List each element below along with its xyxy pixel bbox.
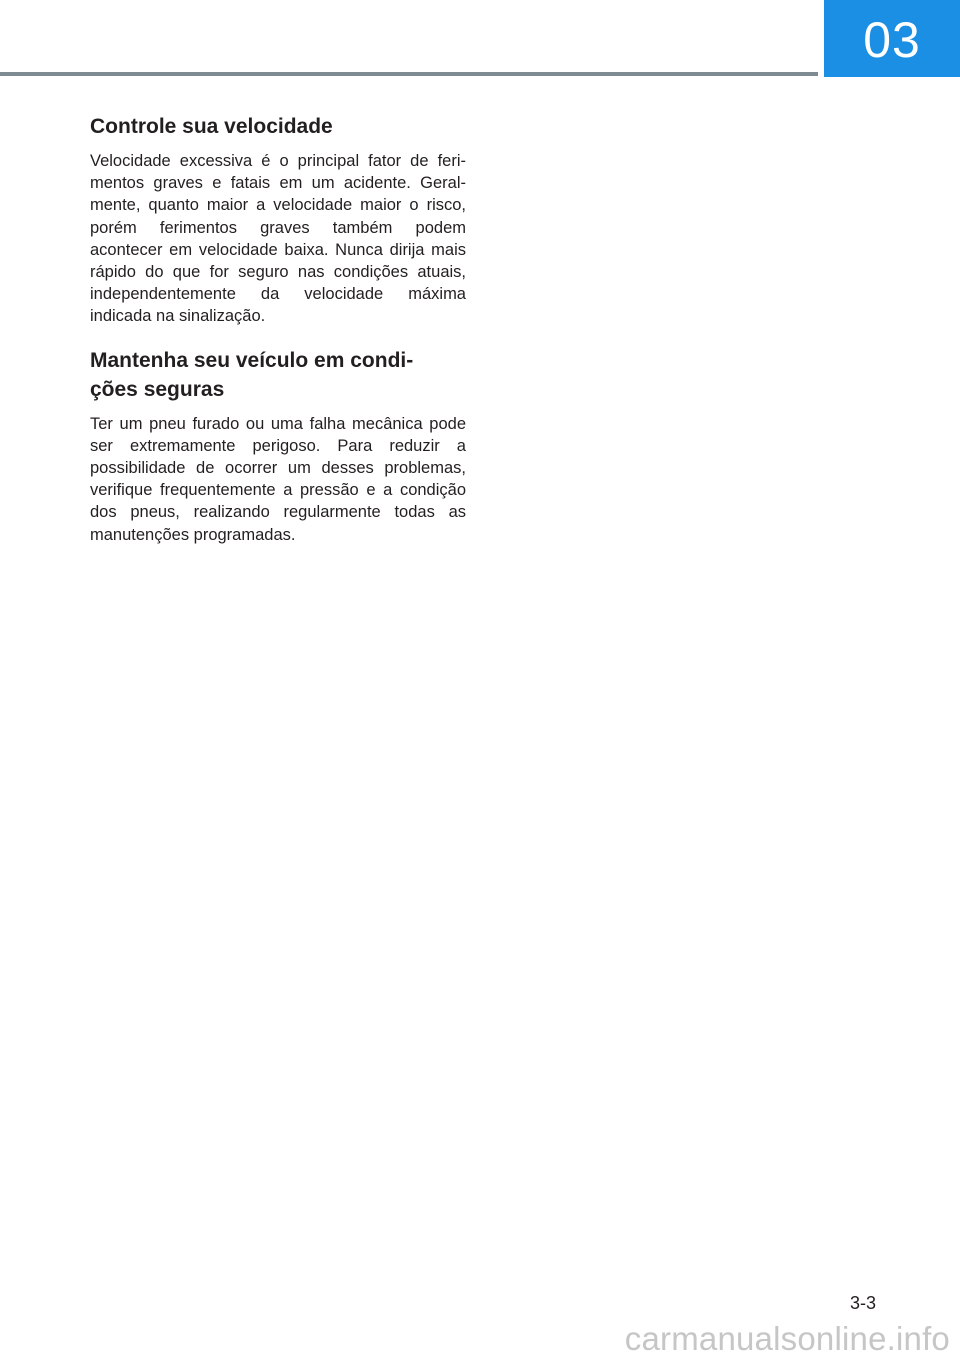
chapter-tab bbox=[824, 0, 960, 77]
watermark: carmanualsonline.info bbox=[624, 1320, 950, 1357]
heading-line-2: ções seguras bbox=[90, 377, 225, 401]
section-body-speed: Velocidade excessiva é o principal fator de ferimentos graves e fatais em um acidente. Geralmente, quanto maior a velocidade maior o risco, porém ferimentos graves também podem acontecer em velocidade baixa. Nunca dirija mais rápido do que for seguro nas condições atuais, independentemente da velocidade máxima indicada na sinalização. bbox=[90, 152, 466, 326]
section-heading-vehicle-condition bbox=[90, 346, 466, 404]
chapter-number: 03 bbox=[863, 12, 921, 68]
heading-line-1: Mantenha seu veículo em condi- bbox=[90, 348, 414, 372]
page-content bbox=[90, 112, 466, 546]
section-body-vehicle-condition: Ter um pneu furado ou uma falha mecânica pode ser extremamente perigoso. Para reduzir a possibilidade de ocorrer um desses problemas, verifique frequentemente a pressão e a condição dos pneus, realizando regularmente todas as manutenções programadas. bbox=[90, 414, 466, 544]
page-number: 3-3 bbox=[850, 1293, 877, 1313]
header-rule bbox=[0, 72, 818, 76]
section-heading-speed: Controle sua velocidade bbox=[90, 115, 333, 138]
